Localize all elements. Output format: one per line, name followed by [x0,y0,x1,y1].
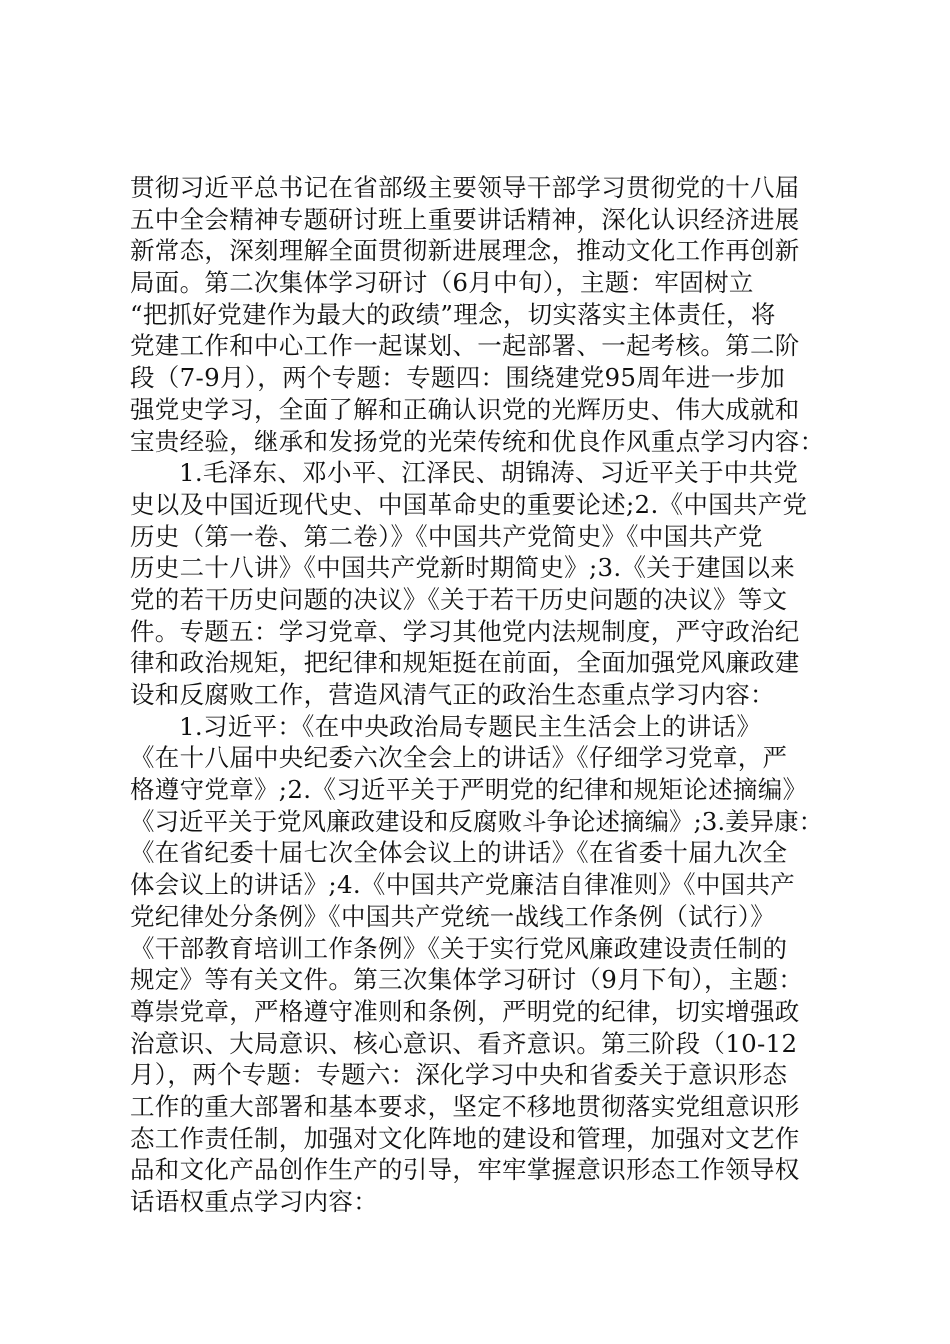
text-line: 律和政治规矩，把纪律和规矩挺在前面，全面加强党风廉政建 [130,648,800,678]
text-line: 《习近平关于党风廉政建设和反腐败斗争论述摘编》;3.姜异康： [130,806,824,836]
text-line: 1.习近平：《在中央政治局专题民主生活会上的讲话》 [179,711,762,741]
text-line: 历史（第一卷、第二卷）》《中国共产党简史》《中国共产党 [130,521,763,551]
text-line: 1.毛泽东、邓小平、江泽民、胡锦涛、习近平关于中共党 [179,458,799,488]
text-line: 史以及中国近现代史、中国革命史的重要论述;2.《中国共产党 [130,489,808,519]
text-line: 工作的重大部署和基本要求，坚定不移地贯彻落实党组意识形 [130,1091,800,1121]
text-line: 五中全会精神专题研讨班上重要讲话精神，深化认识经济进展 [130,204,800,234]
text-line: 宝贵经验，继承和发扬党的光荣传统和优良作风重点学习内容： [130,426,825,456]
text-line: 党建工作和中心工作一起谋划、一起部署、一起考核。第二阶 [130,331,800,361]
text-line: 贯彻习近平总书记在省部级主要领导干部学习贯彻党的十八届 [130,173,800,202]
text-line: 党的若干历史问题的决议》《关于若干历史问题的决议》等文 [130,584,788,614]
text-line: 强党史学习，全面了解和正确认识党的光辉历史、伟大成就和 [130,394,800,424]
text-line: 历史二十八讲》《中国共产党新时期简史》;3.《关于建国以来 [130,553,796,583]
text-line: 尊崇党章，严格遵守准则和条例，严明党的纪律，切实增强政 [130,996,800,1026]
text-line: 体会议上的讲话》;4.《中国共产党廉洁自律准则》《中国共产 [130,870,796,900]
text-line: 新常态，深刻理解全面贯彻新进展理念，推动文化工作再创新 [130,236,800,266]
text-line: 治意识、大局意识、核心意识、看齐意识。第三阶段（10-12 [130,1028,798,1058]
text-line: 段（7-9月），两个专题：专题四：围绕建党95周年进一步加 [130,363,786,393]
text-line: 党纪律处分条例》《中国共产党统一战线工作条例（试行）》 [130,901,776,931]
text-line: 品和文化产品创作生产的引导，牢牢掌握意识形态工作领导权 [130,1155,800,1185]
text-line: “把抓好党建作为最大的政绩”理念，切实落实主体责任，将 [130,299,776,329]
text-line: 月），两个专题：专题六：深化学习中央和省委关于意识形态 [130,1060,788,1090]
text-line: 件。专题五：学习党章、学习其他党内法规制度，严守政治纪 [130,616,800,646]
document-body-text [130,172,830,1218]
text-line: 规定》等有关文件。第三次集体学习研讨（9月下旬），主题： [130,965,804,995]
text-line: 态工作责任制，加强对文化阵地的建设和管理，加强对文艺作 [130,1123,800,1153]
text-line: 《干部教育培训工作条例》《关于实行党风廉政建设责任制的 [130,933,788,963]
text-line: 话语权重点学习内容： [130,1187,378,1216]
text-line: 格遵守党章》;2.《习近平关于严明党的纪律和规矩论述摘编》 [130,775,808,805]
text-line: 《在十八届中央纪委六次全会上的讲话》《仔细学习党章，严 [130,743,788,773]
text-line: 《在省纪委十届七次全体会议上的讲话》《在省委十届九次全 [130,838,788,868]
text-line: 局面。第二次集体学习研讨（6月中旬），主题：牢固树立 [130,268,754,298]
text-line: 设和反腐败工作，营造风清气正的政治生态重点学习内容： [130,680,775,709]
